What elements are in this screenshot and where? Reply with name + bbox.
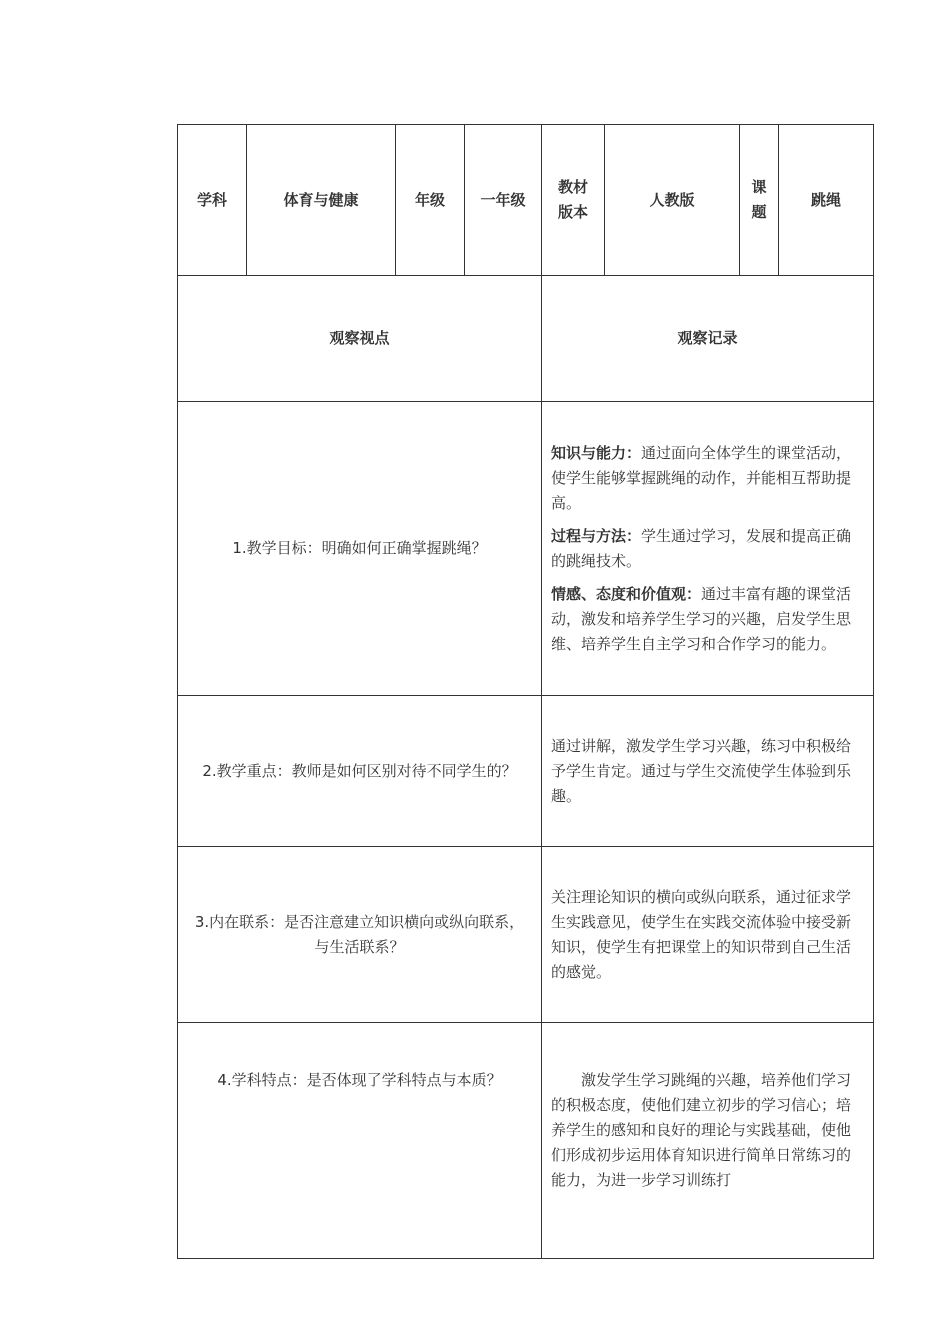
topic-label-line2: 题: [751, 203, 767, 221]
topic-value: 跳绳: [779, 125, 874, 276]
viewpoint-cell: 2.教学重点：教师是如何区别对待不同学生的？: [178, 696, 542, 847]
record-column-header: 观察记录: [542, 276, 874, 402]
table-row: [178, 696, 874, 847]
record-paragraph: [551, 582, 863, 657]
record-paragraph-text: 通过面向全体学生的课堂活动，使学生能够掌握跳绳的动作，并能相互帮助提高。: [551, 443, 852, 512]
edition-value: 人教版: [605, 125, 740, 276]
viewpoint-cell: 4.学科特点：是否体现了学科特点与本质？: [178, 1023, 542, 1259]
record-cell: [542, 402, 874, 696]
subject-label: 学科: [178, 125, 247, 276]
grade-value: 一年级: [465, 125, 542, 276]
record-paragraph-label: 情感、态度和价值观：: [551, 584, 702, 603]
viewpoint-column-header: 观察视点: [178, 276, 542, 402]
record-paragraph-label: 知识与能力：: [551, 443, 642, 462]
record-cell: 通过讲解，激发学生学习兴趣，练习中积极给予学生肯定。通过与学生交流使学生体验到乐趣。: [542, 696, 874, 847]
edition-label: [542, 125, 605, 276]
column-header-row: [178, 276, 874, 402]
topic-label-line1: 课: [751, 178, 767, 196]
edition-label-line1: 教材: [557, 178, 588, 196]
record-paragraph-text: 通过丰富有趣的课堂活动，激发和培养学生学习的兴趣，启发学生思维、培养学生自主学习和合作学习的能力。: [551, 584, 852, 653]
viewpoint-cell: 1.教学目标：明确如何正确掌握跳绳？: [178, 402, 542, 696]
classroom-observation-table: [177, 124, 874, 1259]
header-row: [178, 125, 874, 276]
edition-label-line2: 版本: [557, 203, 588, 221]
table-row: [178, 847, 874, 1023]
table-row: [178, 1023, 874, 1259]
record-paragraph: [551, 524, 863, 574]
record-paragraph-label: 过程与方法：: [551, 526, 642, 545]
record-cell: 关注理论知识的横向或纵向联系，通过征求学生实践意见，使学生在实践交流体验中接受新知识，使学生有把课堂上的知识带到自己生活的感觉。: [542, 847, 874, 1023]
record-paragraph: [551, 441, 863, 516]
viewpoint-cell: 3.内在联系：是否注意建立知识横向或纵向联系，与生活联系？: [178, 847, 542, 1023]
table-row: [178, 402, 874, 696]
subject-value: 体育与健康: [247, 125, 396, 276]
topic-label: [740, 125, 779, 276]
record-paragraph-text: 学生通过学习，发展和提高正确的跳绳技术。: [551, 526, 852, 570]
grade-label: 年级: [396, 125, 465, 276]
record-cell: 激发学生学习跳绳的兴趣，培养他们学习的积极态度，使他们建立初步的学习信心；培养学生的感知和良好的理论与实践基础，使他们形成初步运用体育知识进行简单日常练习的能力，为进一步学习训练打: [542, 1023, 874, 1259]
